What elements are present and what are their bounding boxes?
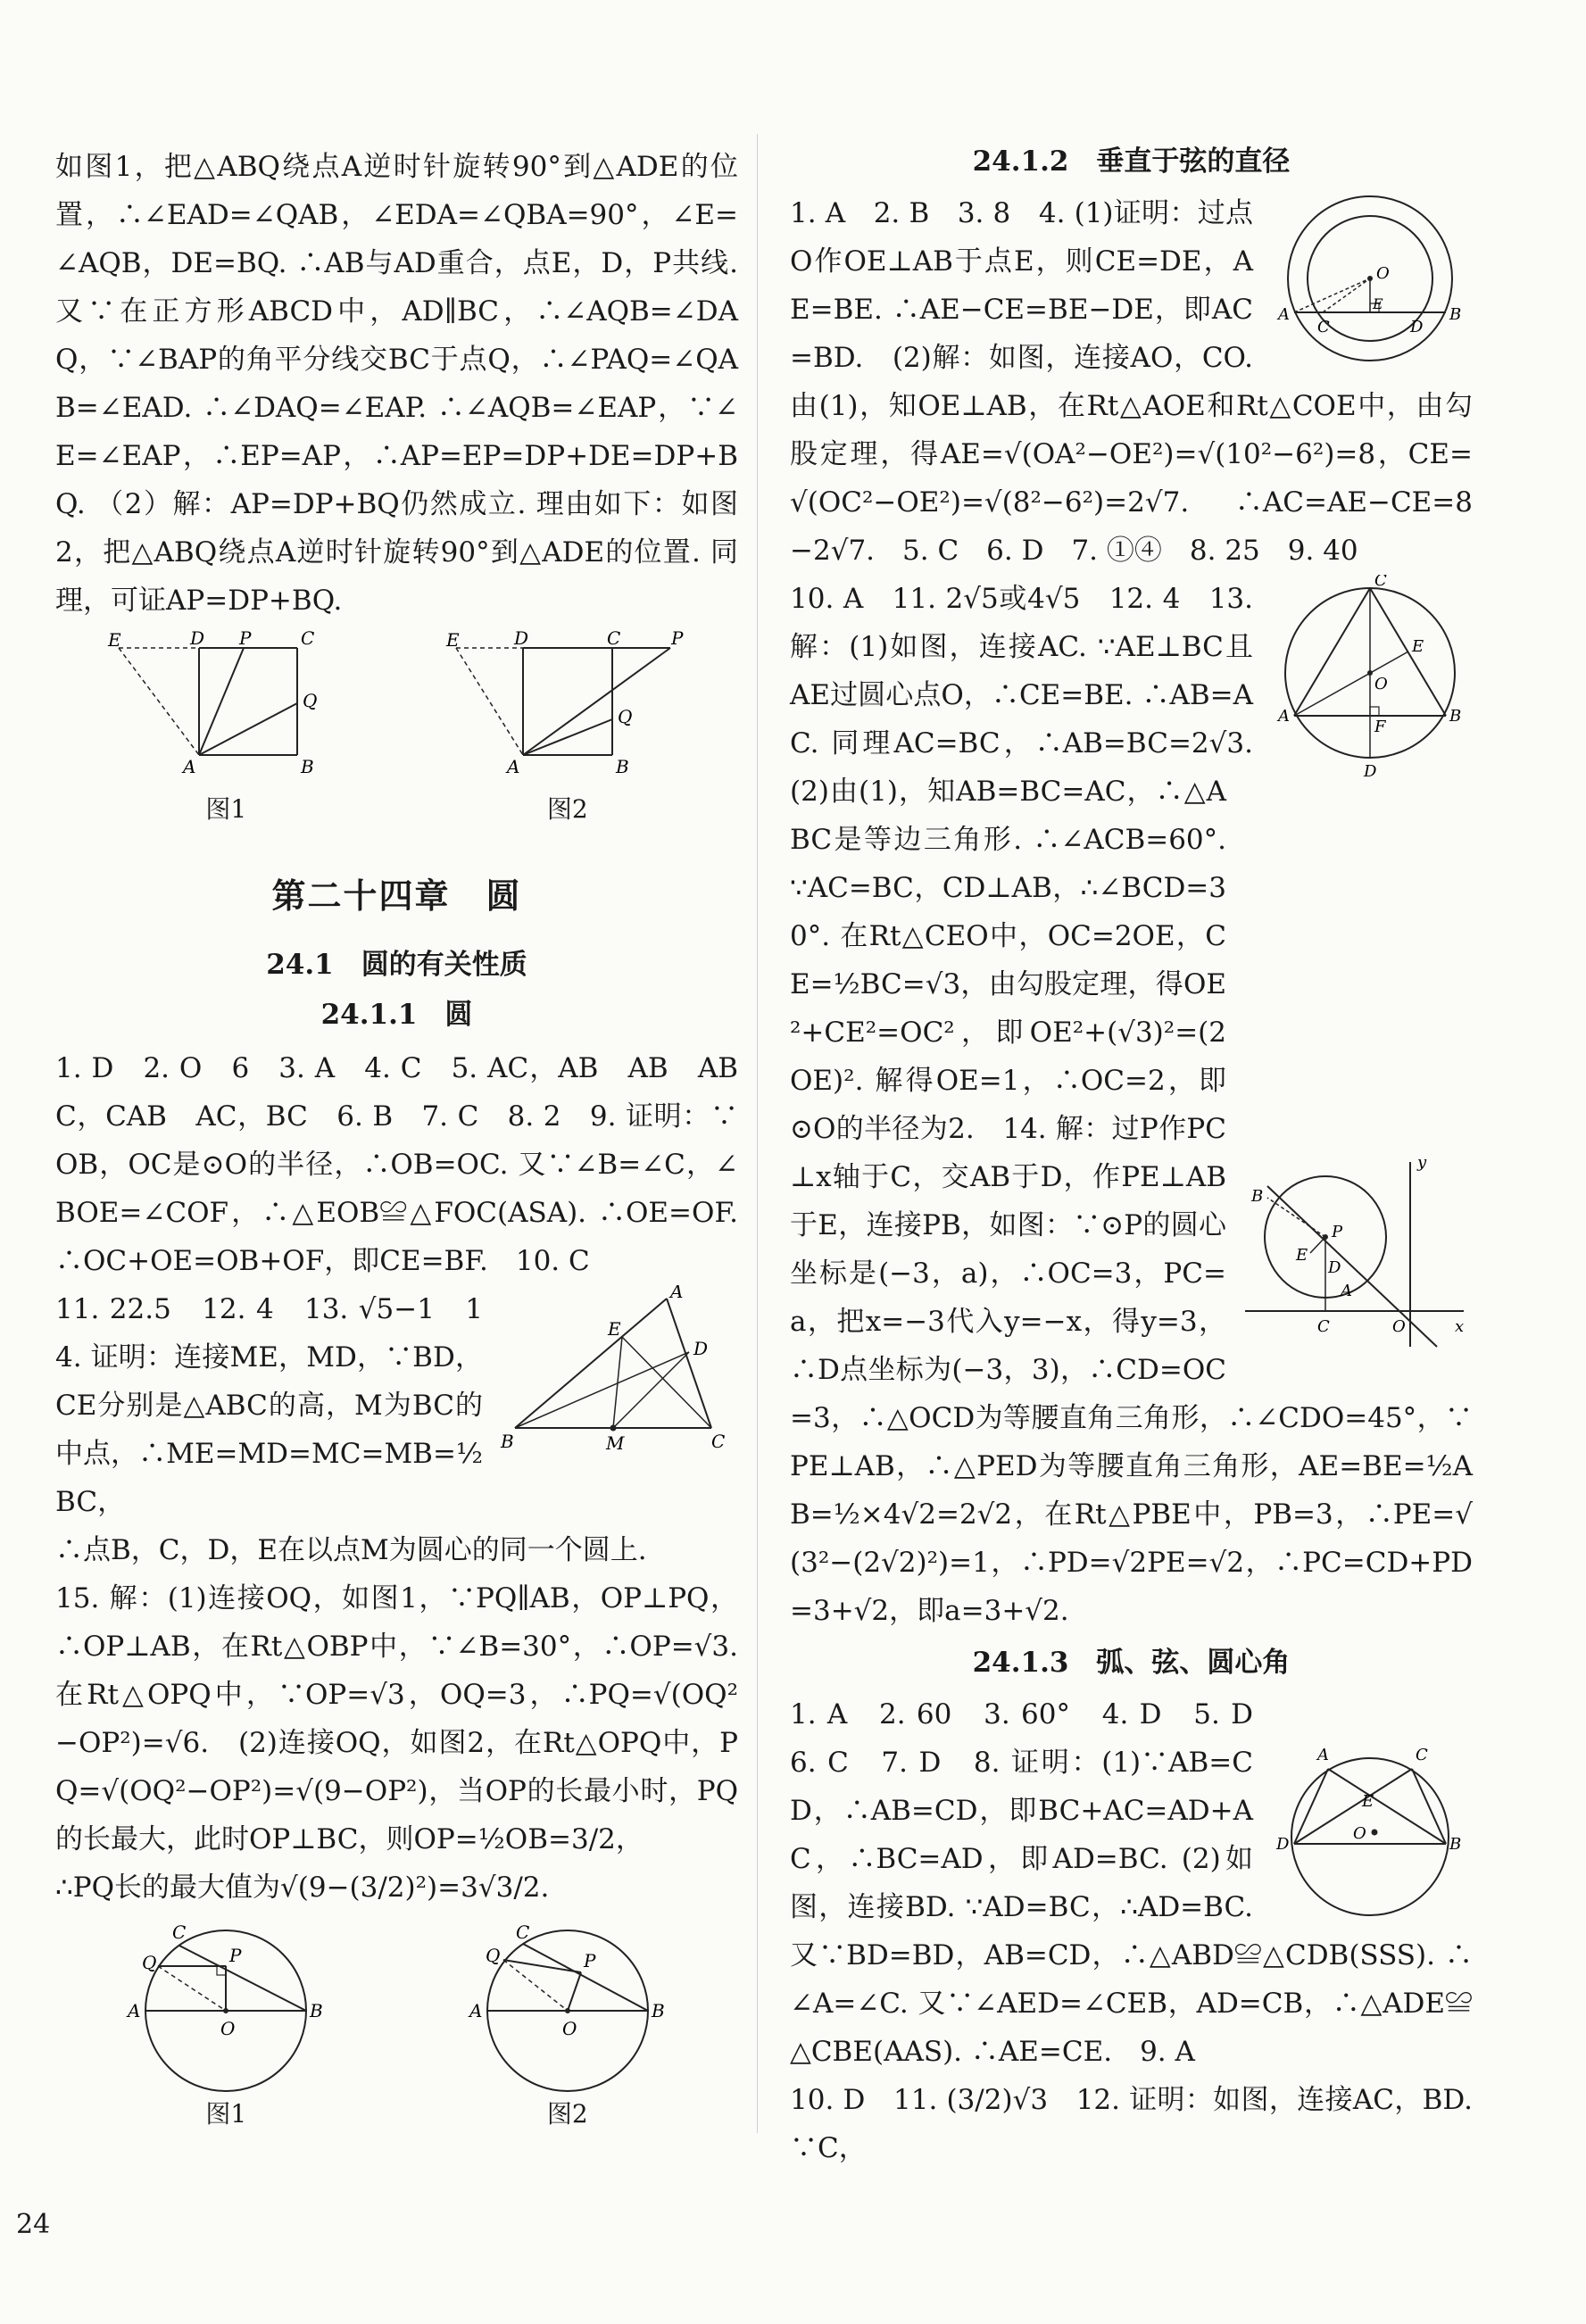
label-E: E	[1362, 1792, 1374, 1811]
figure-caption: 图1	[205, 2099, 247, 2129]
label-F: F	[1374, 718, 1386, 736]
label-A: A	[1341, 1282, 1352, 1300]
figure-caption: 图1	[205, 794, 247, 824]
inscribed-triangle-figure	[1267, 575, 1473, 784]
label-A: A	[469, 2000, 483, 2021]
label-A: A	[183, 756, 196, 777]
left-column	[55, 143, 747, 2135]
cyclic-quad-figure	[1267, 1739, 1473, 1921]
left-paragraph-5: 15. 解：(1)连接OQ，如图1，∵PQ∥AB，OP⊥PQ，∴OP⊥AB，在Rt△OBP中，∵∠B=30°，∴OP=√3. 在Rt△OPQ中，∵OP=√3，OQ=3，∴PQ=√(OQ²−OP²)=√6. (2)连接OQ，如图2，在Rt△OPQ中，PQ=√(OQ²−OP²)=√(9−OP²)，当OP的长最小时，PQ的长最大，此时OP⊥BC，则OP=½OB=3/2，	[55, 1582, 747, 1855]
label-O: O	[561, 2018, 577, 2039]
label-C: C	[515, 1921, 530, 1943]
subsection-title: 24.1.1 圆	[320, 999, 473, 1031]
label-Q: Q	[485, 1945, 501, 1966]
label-D: D	[693, 1338, 709, 1359]
label-O: O	[1374, 675, 1388, 693]
label-Q: Q	[617, 706, 633, 727]
right-paragraph-2: 10. A 11. 2√5或4√5 12. 4 13. 解：(1)如图，连接AC. ∵AE⊥BC且AE过圆心点O，∴CE=BE. ∴AB=AC. 同理AC=BC，∴AB=BC=2√3. (2)由(1)，知AB=BC=AC，∴△ABC是等边三角形. ∴∠ACB=60°. ∵AC=BC，CD⊥AB，∴∠BCD=30°. 在Rt△CEO中，OC=2OE，CE=½BC=√3，由勾股定理，得OE²+CE²=OC²，即OE²+(√3)²=(2OE)². 解得OE=1，∴OC=2，即⊙O的半径为2. 14. 解：过P作PC⊥x轴于C，交AB于D，作PE⊥AB于E，连接PB，如图：∵⊙P的圆心坐标是(−3，a)，∴OC=3，PC=a，把x=−3代入y=−x，得y=3，∴D点坐标为(−3，3)，∴CD=OC=3，∴△OCD为等腰直角三角形，∴∠CDO=45°，∵PE⊥AB，∴△PED为等腰直角三角形，AE=BE=½AB=½×4√2=2√2，在Rt△PBE中，PB=3，∴PE=√(3²−(2√2)²)=1，∴PD=√2PE=√2，∴PC=CD+PD=3+√2，即a=3+√2.	[790, 583, 1473, 1627]
left-paragraph-3: 11. 22.5 12. 4 13. √5−1 14. 证明：连接ME，MD，∵BD，CE分别是△ABC的高，M为BC的中点，∴ME=MD=MC=MB=½BC，	[55, 1293, 483, 1518]
label-C: C	[1317, 318, 1330, 336]
left-paragraph-4: ∴点B，C，D，E在以点M为圆心的同一个圆上.	[55, 1534, 647, 1566]
label-B: B	[615, 756, 629, 777]
label-O: O	[1353, 1824, 1366, 1843]
figure-caption: 图2	[546, 794, 588, 824]
label-B: B	[1449, 707, 1462, 726]
label-C: C	[301, 630, 315, 649]
square-figure-2	[443, 630, 693, 825]
label-D: D	[1276, 1835, 1290, 1854]
triangle-diagram	[497, 1285, 738, 1455]
left-paragraph-1: 如图1，把△ABQ绕点A逆时针旋转90°到△ADE的位置，∴∠EAD=∠QAB，∠EDA=∠QBA=90°，∠E=∠AQB，DE=BQ. ∴AB与AD重合，点E，D，P共线. 又∵在正方形ABCD中，AD∥BC，∴∠AQB=∠DAQ，∵∠BAP的角平分线交BC于点Q，∴∠PAQ=∠QAB=∠EAD. ∴∠DAQ=∠EAP. ∴∠AQB=∠EAP，∵∠E=∠EAP，∴EP=AP，∴AP=EP=DP+DE=DP+BQ. （2）解：AP=DP+BQ仍然成立. 理由如下：如图2，把△ABQ绕点A逆时针旋转90°到△ADE的位置. 同理，可证AP=DP+BQ.	[55, 151, 747, 617]
label-Q: Q	[142, 1952, 157, 1973]
label-P: P	[239, 630, 252, 649]
label-E: E	[445, 630, 460, 651]
circle-diagram-1	[110, 1917, 342, 2096]
label-Q: Q	[303, 690, 318, 711]
label-M: M	[606, 1432, 625, 1454]
label-y: y	[1417, 1155, 1427, 1172]
page-number: 24	[16, 2209, 51, 2240]
coordinate-diagram	[1241, 1155, 1473, 1351]
right-paragraph-3: 1. A 2. 60 3. 60° 4. D 5. D 6. C 7. D 8. 证明：(1)∵AB=CD，∴AB=CD，即BC+AC=AD+AC，∴BC=AD，即AD=BC. (2)如图，连接BD. ∵AD=BC，∴AD=BC. 又∵BD=BD，AB=CD，∴△ABD≌△CDB(SSS). ∴∠A=∠C. 又∵∠AED=∠CEB，AD=CB，∴△ADE≌△CBE(AAS). ∴AE=CE. 9. A	[790, 1698, 1473, 2068]
circle-diagram-2	[452, 1917, 684, 2096]
left-paragraph-2: 1. D 2. O 6 3. A 4. C 5. AC，AB AB ABC，CAB AC，BC 6. B 7. C 8. 2 9. 证明：∵OB，OC是⊙O的半径，∴OB=OC. 又∵∠B=∠C，∠BOE=∠COF，∴△EOB≌△FOC(ASA). ∴OE=OF. ∴OC+OE=OB+OF，即CE=BF. 10. C	[55, 1052, 747, 1277]
label-B: B	[1251, 1187, 1264, 1206]
label-D: D	[1328, 1258, 1341, 1277]
right-paragraph-4: 10. D 11. (3/2)√3 12. 证明：如图，连接AC，BD. ∵C，	[790, 2084, 1482, 2164]
label-A: A	[1317, 1746, 1329, 1764]
label-B: B	[651, 2000, 665, 2021]
circle-figures	[55, 1917, 738, 2129]
label-C: C	[606, 630, 621, 649]
right-column	[790, 143, 1482, 2172]
section-title: 24.1 圆的有关性质	[266, 949, 527, 981]
label-C: C	[1374, 575, 1387, 590]
label-C: C	[711, 1431, 726, 1452]
label-C: C	[1317, 1317, 1330, 1336]
label-O: O	[1376, 264, 1390, 283]
coordinate-figure	[1241, 1155, 1473, 1355]
label-A: A	[128, 2000, 141, 2021]
label-B: B	[301, 756, 314, 777]
label-E: E	[108, 630, 121, 651]
label-B: B	[501, 1431, 514, 1452]
label-O: O	[220, 2018, 236, 2039]
label-C: C	[1416, 1746, 1428, 1764]
label-P: P	[670, 630, 684, 649]
cyclic-quad-diagram	[1267, 1739, 1473, 1917]
label-B: B	[310, 2000, 323, 2021]
square-figure-1	[101, 630, 351, 825]
label-C: C	[172, 1921, 187, 1943]
chapter-title: 第二十四章 圆	[271, 876, 522, 916]
square-diagram-2	[443, 630, 693, 791]
label-O: O	[1392, 1317, 1406, 1336]
section-title-arc: 24.1.3 弧、弦、圆心角	[972, 1647, 1291, 1679]
inscribed-triangle-diagram	[1267, 575, 1473, 780]
label-A: A	[506, 756, 520, 777]
label-D: D	[190, 630, 205, 649]
label-A: A	[1278, 305, 1290, 324]
concentric-circles-figure	[1267, 189, 1473, 371]
circle-figure-1	[110, 1917, 342, 2129]
column-divider	[757, 134, 758, 2133]
label-A: A	[1278, 707, 1290, 726]
label-P: P	[229, 1945, 242, 1966]
label-B: B	[1449, 1835, 1462, 1854]
label-D: D	[1410, 318, 1424, 336]
square-diagram-1	[101, 630, 351, 791]
figure-caption: 图2	[546, 2099, 588, 2129]
right-paragraph-1: 1. A 2. B 3. 8 4. (1)证明：过点O作OE⊥AB于点E，则CE=DE，AE=BE. ∴AE−CE=BE−DE，即AC=BD. (2)解：如图，连接AO，CO. 由(1)，知OE⊥AB，在Rt△AOE和Rt△COE中，由勾股定理，得AE=√(OA²−OE²)=√(10²−6²)=8，CE=√(OC²−OE²)=√(8²−6²)=2√7. ∴AC=AE−CE=8−2√7. 5. C 6. D 7. ①④ 8. 25 9. 40	[790, 197, 1473, 567]
label-B: B	[1449, 305, 1462, 324]
label-A: A	[670, 1285, 684, 1302]
label-x: x	[1455, 1317, 1465, 1336]
triangle-figure	[497, 1285, 738, 1458]
concentric-circles-diagram	[1267, 189, 1473, 368]
label-D: D	[513, 630, 528, 649]
square-figures	[55, 630, 738, 825]
label-P: P	[583, 1950, 596, 1971]
label-E: E	[608, 1318, 621, 1340]
label-E: E	[1296, 1246, 1308, 1265]
section-title-perpendicular: 24.1.2 垂直于弦的直径	[972, 145, 1291, 178]
label-E: E	[1412, 637, 1424, 656]
circle-figure-2	[452, 1917, 684, 2129]
label-E: E	[1373, 295, 1383, 312]
label-D: D	[1364, 762, 1377, 780]
label-P: P	[1332, 1223, 1343, 1241]
left-paragraph-6: ∴PQ长的最大值为√(9−(3/2)²)=3√3/2.	[55, 1872, 550, 1904]
